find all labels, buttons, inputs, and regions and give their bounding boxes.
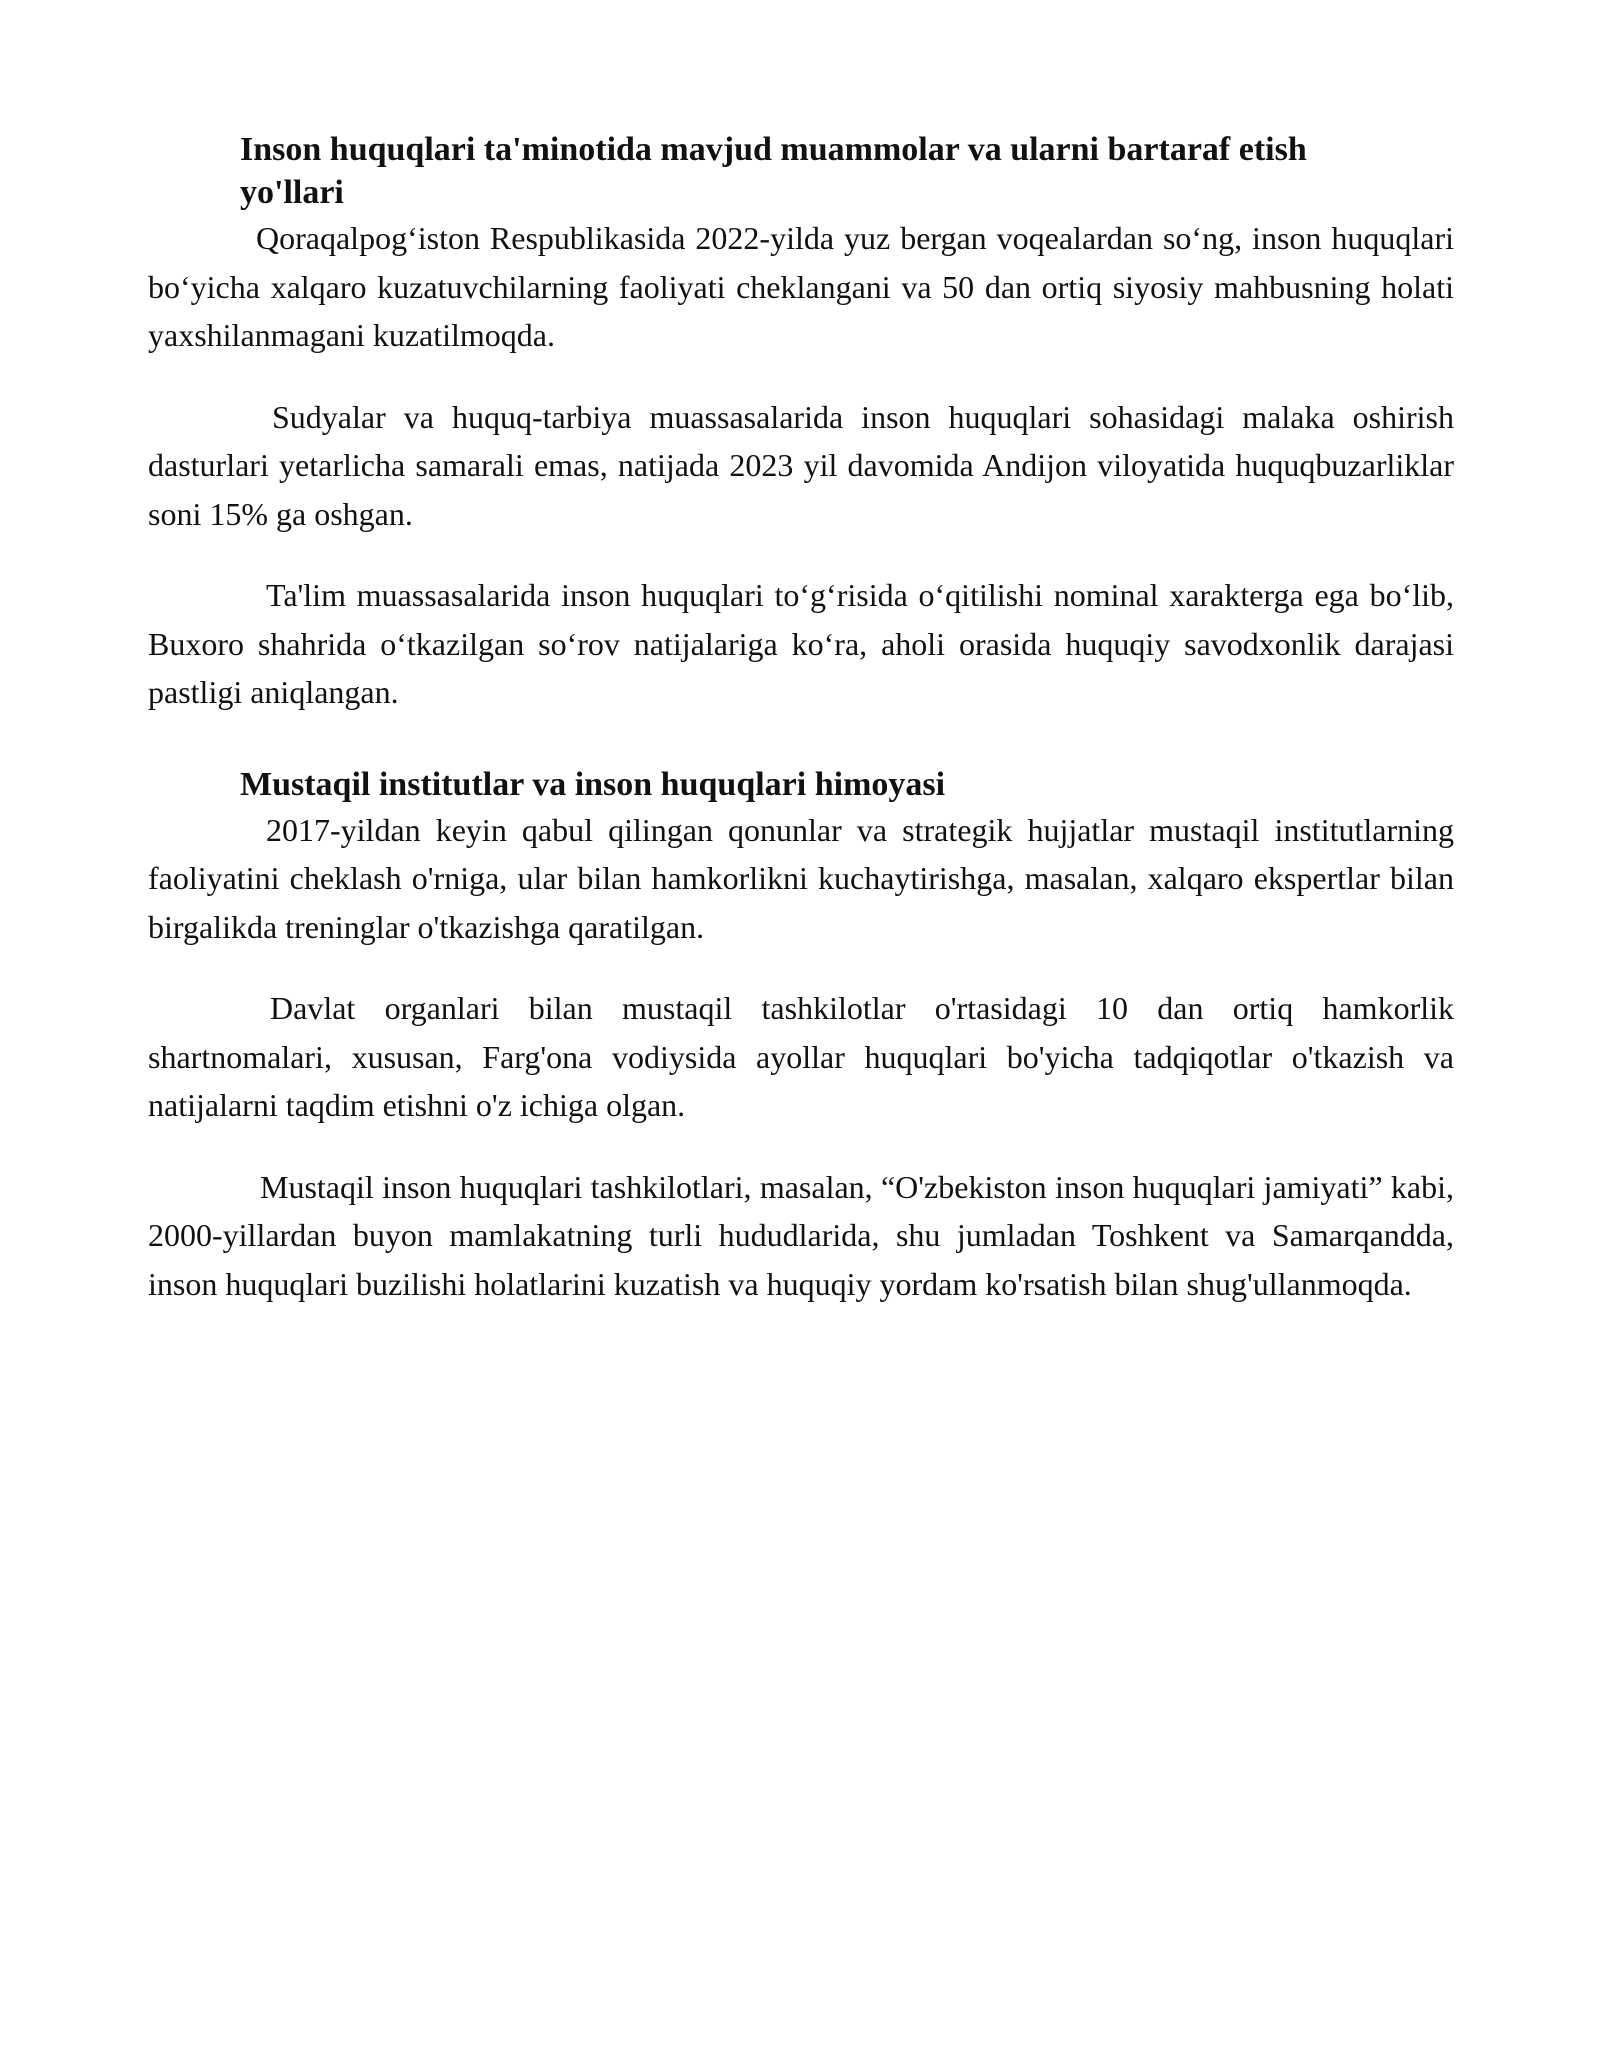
section-heading-1: Inson huquqlari ta'minotida mavjud muammolar va ularni bartaraf etish yo'llari bbox=[240, 131, 1307, 211]
section-heading-2: Mustaqil institutlar va inson huquqlari himoyasi bbox=[240, 765, 946, 803]
document-page bbox=[148, 128, 1454, 1308]
paragraph-2: Sudyalar va huquq-tarbiya muassasalarida inson huquqlari sohasidagi malaka oshirish dasturlari yetarlicha samarali emas, natijada 2023 yil davomida Andijon viloyatida huquqbuzarliklar soni 15% ga oshgan. bbox=[148, 398, 1454, 532]
paragraph-4: 2017-yildan keyin qabul qilingan qonunlar va strategik hujjatlar mustaqil institutlarning faoliyatini cheklash o'rniga, ular bilan hamkorlikni kuchaytirishga, masalan, xalqaro ekspertlar bilan birgalikda treninglar o'tkazishga qaratilgan. bbox=[148, 811, 1454, 945]
paragraph-6: Mustaqil inson huquqlari tashkilotlari, masalan, “O'zbekiston inson huquqlari jamiyati” kabi, 2000-yillardan buyon mamlakatning turli hududlarida, shu jumladan Toshkent va Samarqandda, inson huquqlari buzilishi holatlarini kuzatish va huquqiy yordam ko'rsatish bilan shug'ullanmoqda. bbox=[148, 1168, 1454, 1302]
paragraph-5: Davlat organlari bilan mustaqil tashkilotlar o'rtasidagi 10 dan ortiq hamkorlik shartnomalari, xususan, Farg'ona vodiysida ayollar huquqlari bo'yicha tadqiqotlar o'tkazish va natijalarni taqdim etishni o'z ichiga olgan. bbox=[148, 990, 1454, 1123]
paragraph-1: Qoraqalpog‘iston Respublikasida 2022-yilda yuz bergan voqealardan so‘ng, inson huquqlari bo‘yicha xalqaro kuzatuvchilarning faoliyati cheklangani va 50 dan ortiq siyosiy mahbusning holati yaxshilanmagani kuzatilmoqda. bbox=[148, 220, 1454, 353]
paragraph-3: Ta'lim muassasalarida inson huquqlari to‘g‘risida o‘qitilishi nominal xarakterga ega bo‘lib, Buxoro shahrida o‘tkazilgan so‘rov natijalariga ko‘ra, aholi orasida huquqiy savodxonlik darajasi pastligi aniqlangan. bbox=[148, 577, 1454, 710]
